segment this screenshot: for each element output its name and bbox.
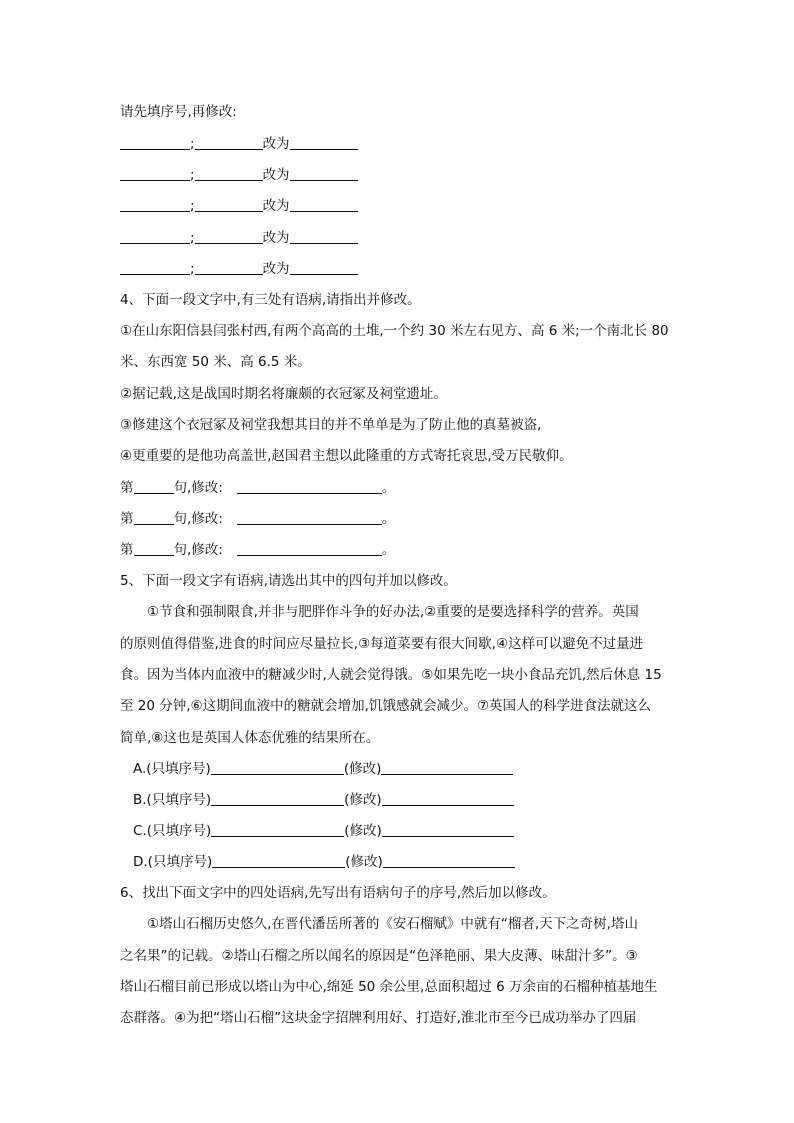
fill-row (120, 135, 358, 153)
answer-mid: 句,修改: (173, 511, 223, 527)
q5-line: 至 20 分钟,⑥这期间血液中的糖就会增加,饥饿感就会减少。⑦英国人的科学进食法就这么 (120, 698, 652, 714)
revision-field[interactable] (237, 479, 382, 494)
fix-label: (修改) (344, 823, 382, 839)
intro-text: 请先填序号,再修改: (120, 104, 237, 120)
revision-field[interactable] (381, 760, 513, 775)
q5-line: 的原则值得借鉴,进食的时间应尽量拉长,③每道菜要有很大间歇,④这样可以避免不过量进 (120, 636, 644, 652)
answer-prefix: 第 (120, 542, 134, 558)
option-label: B.(只填序号) (133, 792, 212, 808)
separator: ; (190, 230, 195, 246)
q5-option-d (133, 853, 515, 871)
q5-title: 5、下面一段文字有语病,请选出其中的四句并加以修改。 (120, 573, 457, 589)
q4-answer-row (120, 510, 395, 528)
q6-line: 之名果”的记载。②塔山石榴之所以闻名的原因是“色泽艳丽、果大皮薄、味甜汁多”。③ (120, 948, 638, 964)
blank-field[interactable] (290, 166, 358, 181)
answer-prefix: 第 (120, 480, 134, 496)
change-label: 改为 (262, 261, 290, 277)
blank-field[interactable] (120, 229, 190, 244)
blank-field[interactable] (195, 166, 263, 181)
answer-end: 。 (381, 511, 396, 527)
sentence-number-field[interactable] (134, 510, 174, 525)
sentence-number-field[interactable] (134, 479, 174, 494)
revision-field[interactable] (383, 853, 515, 868)
fill-row (120, 166, 358, 184)
q5-option-a (133, 760, 513, 778)
blank-field[interactable] (195, 229, 263, 244)
blank-field[interactable] (195, 260, 263, 275)
blank-field[interactable] (195, 197, 263, 212)
blank-field[interactable] (195, 135, 263, 150)
q5-option-b (133, 791, 514, 809)
q4-answer-row (120, 541, 395, 559)
revision-field[interactable] (382, 791, 514, 806)
q5-line: 简单,⑧这也是英国人体态优雅的结果所在。 (120, 730, 380, 746)
separator: ; (190, 261, 195, 277)
blank-field[interactable] (120, 260, 190, 275)
separator: ; (190, 136, 195, 152)
q4-title: 4、下面一段文字中,有三处有语病,请指出并修改。 (120, 292, 421, 308)
sentence-number-field[interactable] (134, 541, 174, 556)
revision-field[interactable] (382, 822, 514, 837)
fix-label: (修改) (343, 761, 382, 777)
change-label: 改为 (262, 136, 290, 152)
revision-field[interactable] (237, 510, 382, 525)
change-label: 改为 (262, 198, 290, 214)
number-field[interactable] (212, 853, 345, 868)
number-field[interactable] (211, 760, 344, 775)
fill-row (120, 197, 358, 215)
answer-end: 。 (381, 480, 396, 496)
separator: ; (190, 198, 195, 214)
q6-title: 6、找出下面文字中的四处语病,先写出有语病句子的序号,然后加以修改。 (120, 885, 556, 901)
fix-label: (修改) (344, 792, 382, 808)
q6-line: 塔山石榴目前已形成以塔山为中心,绵延 50 余公里,总面积超过 6 万余亩的石榴种植基地生 (120, 979, 658, 995)
blank-field[interactable] (120, 135, 190, 150)
q4-line: ①在山东阳信县闫张村西,有两个高高的土堆,一个约 30 米左右见方、高 6 米;一个南北长 80 (120, 323, 669, 339)
answer-prefix: 第 (120, 511, 134, 527)
option-label: A.(只填序号) (133, 761, 211, 777)
blank-field[interactable] (290, 135, 358, 150)
fill-row (120, 229, 358, 247)
answer-end: 。 (381, 542, 396, 558)
blank-field[interactable] (120, 166, 190, 181)
fill-row (120, 260, 358, 278)
change-label: 改为 (262, 167, 290, 183)
blank-field[interactable] (120, 197, 190, 212)
q4-line: ④更重要的是他功高盖世,赵国君主想以此隆重的方式寄托哀思,受万民敬仰。 (120, 448, 573, 464)
answer-mid: 句,修改: (173, 480, 223, 496)
separator: ; (190, 167, 195, 183)
change-label: 改为 (262, 230, 290, 246)
number-field[interactable] (211, 791, 344, 806)
q4-line: ③修建这个衣冠冢及祠堂我想其目的并不单单是为了防止他的真墓被盗, (120, 417, 542, 433)
q6-line: 态群落。④为把“塔山石榴”这块金字招牌利用好、打造好,淮北市至今已成功举办了四届 (120, 1010, 637, 1026)
fix-label: (修改) (345, 854, 383, 870)
q6-line: ①塔山石榴历史悠久,在晋代潘岳所著的《安石榴赋》中就有“榴者,天下之奇树,塔山 (147, 916, 638, 932)
blank-field[interactable] (290, 229, 358, 244)
number-field[interactable] (211, 822, 344, 837)
q4-line: 米、东西宽 50 米、高 6.5 米。 (120, 354, 311, 370)
blank-field[interactable] (290, 260, 358, 275)
blank-field[interactable] (290, 197, 358, 212)
q5-option-c (133, 822, 514, 840)
revision-field[interactable] (237, 541, 382, 556)
option-label: C.(只填序号) (133, 823, 212, 839)
answer-mid: 句,修改: (173, 542, 223, 558)
q4-line: ②据记载,这是战国时期名将廉颇的衣冠冢及祠堂遗址。 (120, 386, 447, 402)
q5-line: ①节食和强制限食,并非与肥胖作斗争的好办法,②重要的是要选择科学的营养。英国 (147, 604, 639, 620)
option-label: D.(只填序号) (133, 854, 213, 870)
q5-line: 食。因为当体内血液中的糖减少时,人就会觉得饿。⑤如果先吃一块小食品充饥,然后休息 15 (120, 667, 662, 683)
q4-answer-row (120, 479, 395, 497)
